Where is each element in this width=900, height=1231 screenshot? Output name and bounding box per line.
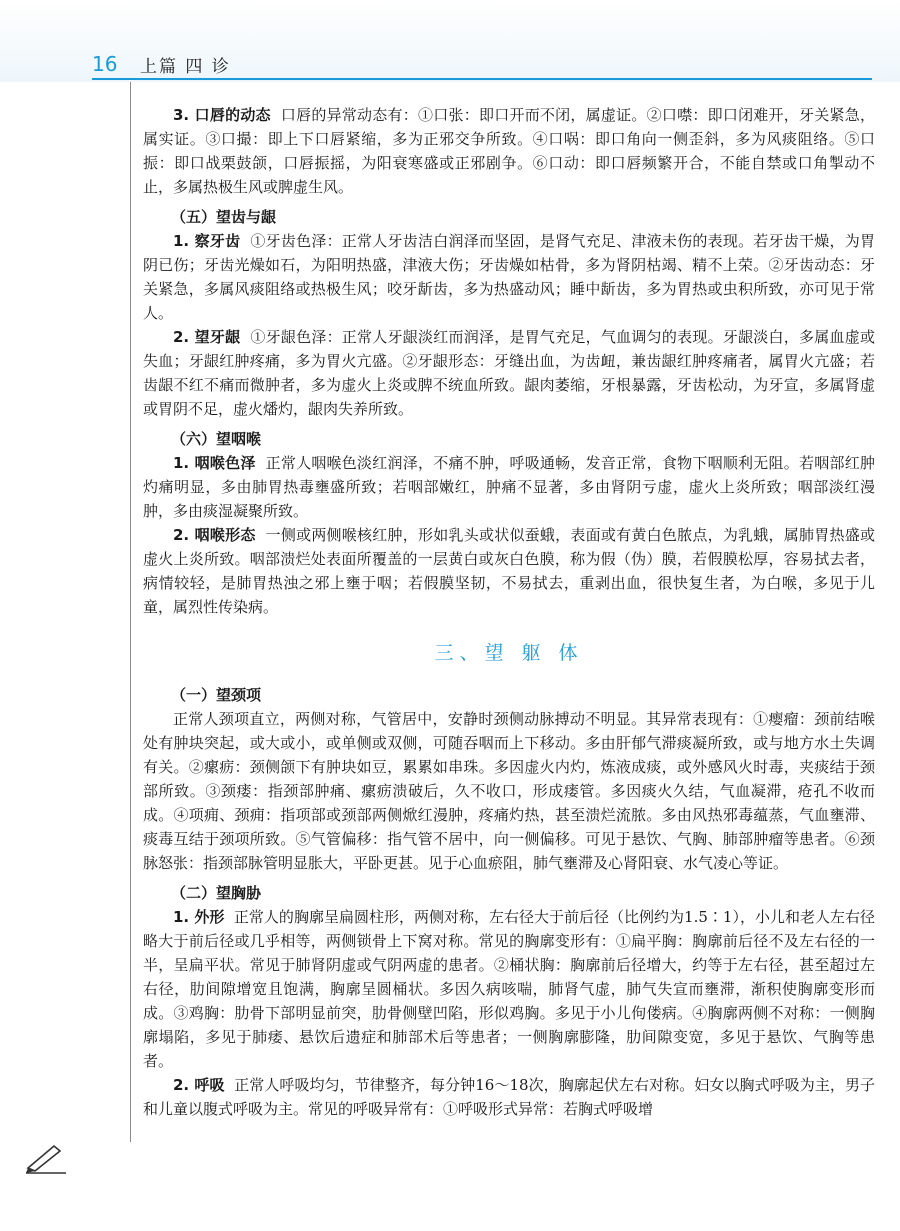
text-chest-shape: 正常人的胸廓呈扁圆柱形，两侧对称，左右径大于前后径（比例约为1.5∶1），小儿和老人左右径略大于前后径或几乎相等，两侧锁骨上下窝对称。常见的胸廓变形有：①扁平胸：胸廓前后径不及左右径的一半，呈扁平状。常见于肺肾阴虚或气阴两虚的患者。②桶状胸：胸廓前后径增大，约等于左右径，甚至超过左右径，肋间隙增宽且饱满，胸廓呈圆桶状。多因久病咳喘，肺肾气虚，肺气失宣而壅滞，渐积使胸廓变形而成。③鸡胸：肋骨下部明显前突，肋骨侧壁凹陷，形似鸡胸。多见于小儿佝偻病。④胸廓两侧不对称：一侧胸廓塌陷，多见于肺痿、悬饮后遗症和肺部术后等患者；一侧胸廓膨隆，肋间隙变宽，多见于悬饮、气胸等患者。 — [143, 908, 875, 1070]
paragraph-gums — [143, 325, 875, 421]
subheading-chest: （二）望胸胁 — [171, 884, 262, 902]
subheading-teeth-gums: （五）望齿与龈 — [171, 208, 277, 226]
text-gums: ①牙龈色泽：正常人牙龈淡红而润泽，是胃气充足，气血调匀的表现。牙龈淡白，多属血虚或失血；牙龈红肿疼痛，多为胃火亢盛。②牙龈形态：牙缝出血，为齿衄，兼齿龈红肿疼痛者，属胃火亢盛；若齿龈不红不痛而微肿者，多为虚火上炎或脾不统血所致。龈肉萎缩，牙根暴露，牙齿松动，为牙宣，多属肾虚或胃阴不足，虚火燔灼，龈肉失养所致。 — [143, 328, 875, 418]
paragraph-teeth — [143, 229, 875, 325]
margin-rule — [130, 82, 131, 1142]
chapter-title: 上篇 四 诊 — [140, 57, 231, 77]
section-title-body: 三、望 躯 体 — [434, 642, 584, 664]
subheading-neck: （一）望颈项 — [171, 686, 262, 704]
term-chest-shape: 1. 外形 — [173, 908, 225, 926]
paragraph-throat-color — [143, 451, 875, 523]
paragraph-lips-dynamic — [143, 103, 875, 199]
paragraph-throat-shape — [143, 523, 875, 619]
term-throat-color: 1. 咽喉色泽 — [173, 454, 256, 472]
text-teeth: ①牙齿色泽：正常人牙齿洁白润泽而坚固，是肾气充足、津液未伤的表现。若牙齿干燥，为胃阴已伤；牙齿光燥如石，为阳明热盛，津液大伤；牙齿燥如枯骨，多为肾阴枯竭、精不上荣。②牙齿动态：牙关紧急，多属风痰阻络或热极生风；咬牙龂齿，多为热盛动风；睡中龂齿，多为胃热或虫积所致，亦可见于常人。 — [143, 232, 875, 322]
term-teeth: 1. 察牙齿 — [173, 232, 241, 250]
term-gums: 2. 望牙龈 — [173, 328, 241, 346]
term-throat-shape: 2. 咽喉形态 — [173, 526, 256, 544]
pen-icon — [24, 1140, 68, 1174]
term-breath: 2. 呼吸 — [173, 1076, 225, 1094]
text-lips-dynamic: 口唇的异常动态有：①口张：即口开而不闭，属虚证。②口噤：即口闭难开，牙关紧急，属实证。③口撮：即上下口唇紧缩，多为正邪交争所致。④口㖞：即口角向一侧歪斜，多为风痰阻络。⑤口振：即口战栗鼓颌，口唇振摇，为阳衰寒盛或正邪剧争。⑥口动：即口唇频繁开合，不能自禁或口角掣动不止，多属热极生风或脾虚生风。 — [143, 106, 875, 196]
text-breath: 正常人呼吸均匀，节律整齐，每分钟16～18次，胸廓起伏左右对称。妇女以胸式呼吸为主，男子和儿童以腹式呼吸为主。常见的呼吸异常有：①呼吸形式异常：若胸式呼吸增 — [143, 1076, 876, 1118]
subheading-throat: （六）望咽喉 — [171, 430, 262, 448]
page-header — [0, 0, 900, 82]
paragraph-neck: 正常人颈项直立，两侧对称，气管居中，安静时颈侧动脉搏动不明显。其异常表现有：①瘿瘤：颈前结喉处有肿块突起，或大或小，或单侧或双侧，可随吞咽而上下移动。多由肝郁气滞痰凝所致，或与地方水土失调有关。②瘰疬：颈侧颌下有肿块如豆，累累如串珠。多因虚火内灼，炼液成痰，或外感风火时毒，夹痰结于颈部所致。③颈瘘：指颈部肿痛、瘰疬溃破后，久不收口，形成瘘管。多因痰火久结，气血凝滞，疮孔不收而成。④项痈、颈痈：指项部或颈部两侧焮红漫肿，疼痛灼热，甚至溃烂流脓。多由风热邪毒蕴蒸，气血壅滞、痰毒互结于颈项所致。⑤气管偏移：指气管不居中，向一侧偏移。可见于悬饮、气胸、肺部肿瘤等患者。⑥颈脉怒张：指颈部脉管明显胀大，平卧更甚。见于心血瘀阻，肺气壅滞及心肾阳衰、水气凌心等证。 — [143, 710, 875, 872]
header-rule — [92, 78, 872, 80]
paragraph-chest-shape — [143, 905, 875, 1073]
text-throat-shape: 一侧或两侧喉核红肿，形如乳头或状似蚕蛾，表面或有黄白色脓点，为乳蛾，属肺胃热盛或虚火上炎所致。咽部溃烂处表面所覆盖的一层黄白或灰白色膜，称为假（伪）膜，若假膜松厚，容易拭去者，病情较轻，是肺胃热浊之邪上壅于咽；若假膜坚韧，不易拭去，重剥出血，很快复生者，为白喉，多见于儿童，属烈性传染病。 — [143, 526, 875, 616]
text-throat-color: 正常人咽喉色淡红润泽，不痛不肿，呼吸通畅，发音正常，食物下咽顺利无阻。若咽部红肿灼痛明显，多由肺胃热毒壅盛所致；若咽部嫩红，肿痛不显著，多由肾阴亏虚，虚火上炎所致；咽部淡红漫肿，多由痰湿凝聚所致。 — [143, 454, 875, 520]
paragraph-breath — [143, 1073, 875, 1121]
page-body — [143, 103, 875, 1121]
page-number: 16 — [92, 52, 118, 76]
term-lips-dynamic: 3. 口唇的动态 — [173, 106, 271, 124]
